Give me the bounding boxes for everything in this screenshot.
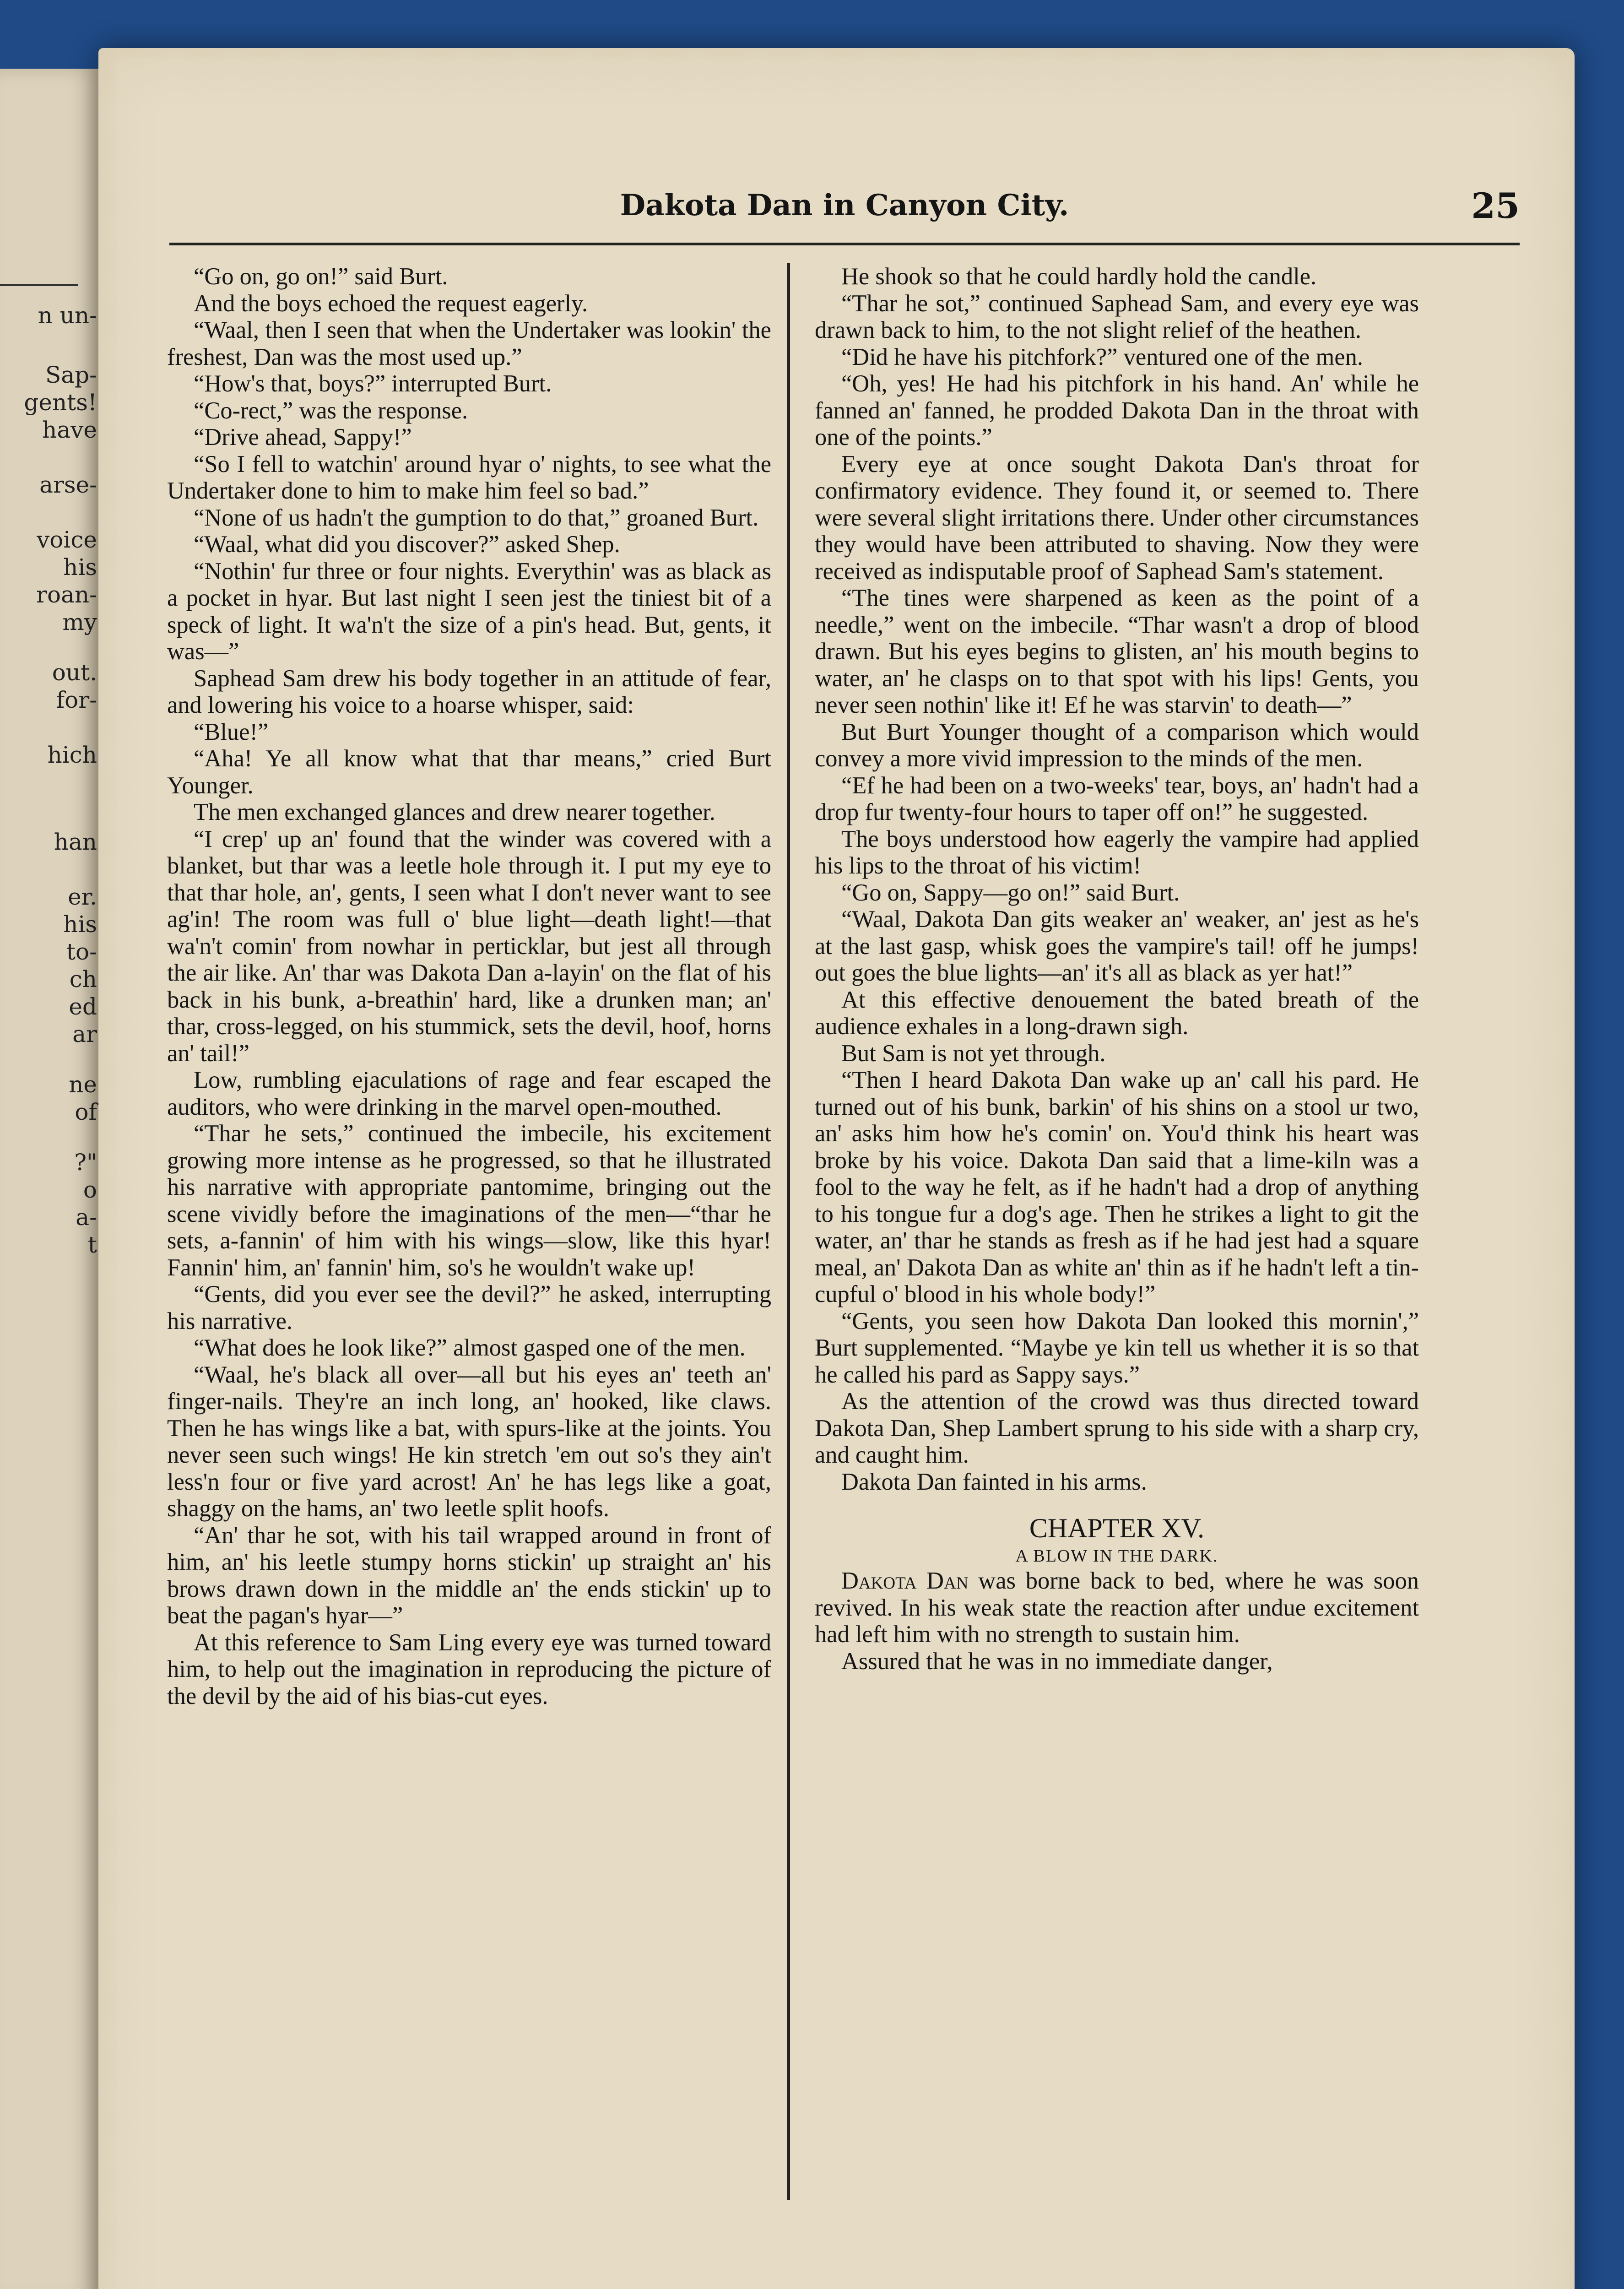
chapter-subtitle: A BLOW IN THE DARK. <box>1015 1546 1218 1566</box>
paragraph: Dakota Dan fainted in his arms. <box>841 1468 1147 1495</box>
paragraph: He shook so that he could hardly hold the candle. <box>841 263 1317 290</box>
previous-page-fragment: Sap- <box>45 362 97 388</box>
previous-page-fragment: t <box>87 1231 97 1258</box>
paragraph: “An' thar he sot, with his tail wrapped around in front of him, an' his leetle stumpy horns stickin' up straight an' his brows drawn down in the middle an' the ends stickin' up to beat the pagan's hyar—” <box>167 1522 771 1629</box>
paragraph: “So I fell to watchin' around hyar o' nights, to see what the Undertaker done to him to make him feel so bad.” <box>167 450 771 504</box>
chapter-first-paragraph <box>815 1568 1419 1648</box>
paragraph: “Drive ahead, Sappy!” <box>194 424 412 450</box>
previous-page-fragment: ne <box>69 1071 97 1098</box>
paragraph: “Waal, he's black all over—all but his eyes an' teeth an' finger-nails. They're an inch long, an' hooked, like claws. Then he has wings like a bat, with spurs-like at the joints. You never seen such wings! He kin stretch 'em out so's they ain't less'n four or five yard acrost! An' he has legs like a goat, shaggy on the hams, an' two leetle split hoofs. <box>167 1361 771 1522</box>
previous-page-fragment: his <box>63 911 97 938</box>
previous-page-fragment: my <box>62 609 97 635</box>
previous-page-fragment: roan- <box>36 581 97 608</box>
paragraph: At this effective denouement the bated breath of the audience exhales in a long-drawn sigh. <box>815 986 1419 1040</box>
paragraph: “Oh, yes! He had his pitchfork in his hand. An' while he fanned an' fanned, he prodded Dakota Dan in the throat with one of the points.” <box>815 370 1419 450</box>
paragraph: “Go on, go on!” said Burt. <box>194 263 448 290</box>
paragraph: “I crep' up an' found that the winder was covered with a blanket, but thar was a leetle hole through it. I put my eye to that thar hole, an', gents, I seen what I don't never want to see ag'in! The room was full o' blue light—death light!—that wa'n't comin' from nowhar in perticklar, but jest all through the air like. An' thar was Dakota Dan a-layin' on the flat of his back in his bunk, a-breathin' hard, like a drunken man; an' thar, cross-legged, on his stummick, sets the devil, hoof, horns an' tail!” <box>167 825 771 1067</box>
previous-page-edge <box>0 69 112 2289</box>
paragraph: “Waal, then I seen that when the Undertaker was lookin' the freshest, Dan was the most used up.” <box>167 317 771 370</box>
paragraph: Saphead Sam drew his body together in an attitude of fear, and lowering his voice to a hoarse whisper, said: <box>167 665 771 718</box>
page-number: 25 <box>1471 185 1520 226</box>
paragraph: “Then I heard Dakota Dan wake up an' call his pard. He turned out of his bunk, barkin' of his shins on a stool ur two, an' asks him how he's comin' on. You'd think his heart was broke by his voice. Dakota Dan said that a lime-kiln was a fool to the way he felt, as if he hadn't had a drop of anything to his tongue fur a dog's age. Then he strikes a light to git the water, an' thar he stands as fresh as if he had jest had a square meal, an' Dakota Dan as white an' thin as if he hadn't left a tin-cupful o' blood in his whole body!” <box>815 1067 1419 1307</box>
previous-page-fragment: n un- <box>38 302 97 329</box>
previous-page-fragment: ar <box>72 1021 97 1047</box>
paragraph: “The tines were sharpened as keen as the point of a needle,” went on the imbecile. “Thar wasn't a drop of blood drawn. But his eyes begins to glisten, an' his mouth begins to water, an' he clasps on to that spot with his lips! Gents, you never seen nothin' like it! Ef he was starvin' to death—” <box>815 585 1419 718</box>
previous-page-fragment: out. <box>52 659 97 686</box>
paragraph: The boys understood how eagerly the vampire had applied his lips to the throat of his victim! <box>815 825 1419 879</box>
paragraph: And the boys echoed the request eagerly. <box>194 290 588 317</box>
paragraph: “Did he have his pitchfork?” ventured one of the men. <box>841 343 1364 370</box>
previous-page-fragment: hich <box>47 742 97 768</box>
paragraph: “Go on, Sappy—go on!” said Burt. <box>841 879 1180 906</box>
paragraph: “Co-rect,” was the response. <box>194 397 468 424</box>
right-column-paragraphs <box>815 263 1419 1495</box>
paragraph: “Blue!” <box>194 718 269 745</box>
previous-page-fragment: a- <box>76 1204 97 1231</box>
chapter-lead-text: was borne back to bed, where he was soon revived. In his weak state the reaction after undue excitement had left him with no strength to sustain him. <box>815 1568 1419 1648</box>
previous-page-fragment: gents! <box>24 389 97 416</box>
paragraph: “Aha! Ye all know what that thar means,” cried Burt Younger. <box>167 745 771 799</box>
paragraph: The men exchanged glances and drew nearer together. <box>194 799 715 825</box>
paragraph: But Sam is not yet through. <box>841 1040 1106 1067</box>
previous-page-fragment: han <box>54 829 97 855</box>
chapter-last-paragraph: Assured that he was in no immediate danger, <box>841 1648 1273 1675</box>
previous-page-fragment: have <box>42 417 97 443</box>
paragraph: “Waal, what did you discover?” asked Shep. <box>194 531 620 558</box>
paragraph: Low, rumbling ejaculations of rage and fear escaped the auditors, who were drinking in the marvel open-mouthed. <box>167 1067 771 1120</box>
chapter-lead-smallcaps: Dakota Dan <box>841 1568 969 1594</box>
paragraph: As the attention of the crowd was thus directed toward Dakota Dan, Shep Lambert sprung to his side with a sharp cry, and caught him. <box>815 1388 1419 1468</box>
previous-page-fragment: o <box>83 1177 97 1203</box>
paragraph: “Ef he had been on a two-weeks' tear, boys, an' hadn't had a drop fur twenty-four hours to taper off on!” he suggested. <box>815 772 1419 825</box>
previous-page-rule <box>0 284 78 286</box>
header-rule <box>169 243 1520 245</box>
paragraph: “How's that, boys?” interrupted Burt. <box>194 370 552 397</box>
paragraph: Every eye at once sought Dakota Dan's throat for confirmatory evidence. They found it, or seemed to. There were several slight irritations there. Under other circumstances they would have been attributed to shaving. Now they were received as indisputable proof of Saphead Sam's statement. <box>815 450 1419 585</box>
paragraph: “Waal, Dakota Dan gits weaker an' weaker, an' jest as he's at the last gasp, whisk goes the vampire's tail! off he jumps! out goes the blue lights—an' it's all as black as yer hat!” <box>815 906 1419 986</box>
left-column <box>167 263 771 2232</box>
previous-page-fragment: ch <box>69 966 97 993</box>
paragraph: “Nothin' fur three or four nights. Everythin' was as black as a pocket in hyar. But last night I seen jest the tiniest bit of a speck of light. It wa'n't the size of a pin's head. But, gents, it was—” <box>167 558 771 665</box>
right-column <box>815 263 1419 2232</box>
running-head <box>169 185 1520 231</box>
chapter-heading: CHAPTER XV. <box>1029 1513 1205 1543</box>
paragraph: “None of us hadn't the gumption to do that,” groaned Burt. <box>194 504 759 531</box>
previous-page-fragment: of <box>75 1099 97 1125</box>
paragraph: At this reference to Sam Ling every eye was turned toward him, to help out the imagination in reproducing the picture of the devil by the aid of his bias-cut eyes. <box>167 1629 771 1709</box>
paragraph: “What does he look like?” almost gasped one of the men. <box>194 1334 746 1361</box>
running-title: Dakota Dan in Canyon City. <box>620 188 1069 222</box>
paragraph: “Gents, you seen how Dakota Dan looked this mornin',” Burt supplemented. “Maybe ye kin tell us whether it is so that he called his pard as Sappy says.” <box>815 1307 1419 1388</box>
paragraph: “Gents, did you ever see the devil?” he asked, interrupting his narrative. <box>167 1281 771 1334</box>
previous-page-fragment: for- <box>56 687 97 713</box>
paragraph: “Thar he sot,” continued Saphead Sam, and every eye was drawn back to him, to the not slight relief of the heathen. <box>815 290 1419 343</box>
column-rule <box>787 263 790 2200</box>
previous-page-fragment: er. <box>68 884 97 910</box>
book-page <box>98 48 1575 2289</box>
previous-page-fragment: voice <box>37 526 97 553</box>
paragraph: But Burt Younger thought of a comparison which would convey a more vivid impression to the minds of the men. <box>815 718 1419 772</box>
previous-page-fragment: ?" <box>74 1149 97 1176</box>
paragraph: “Thar he sets,” continued the imbecile, his excitement growing more intense as he progressed, so that he illustrated his narrative with appropriate pantomime, bringing out the scene vividly before the imaginations of the men—“thar he sets, a-fannin' of him with his wings—slow, like this hyar! Fannin' him, an' fannin' him, so's he wouldn't wake up! <box>167 1120 771 1281</box>
previous-page-fragment: his <box>63 554 97 580</box>
previous-page-fragment: to- <box>66 938 97 965</box>
previous-page-fragment: arse- <box>39 472 97 498</box>
previous-page-fragment: ed <box>69 993 97 1020</box>
